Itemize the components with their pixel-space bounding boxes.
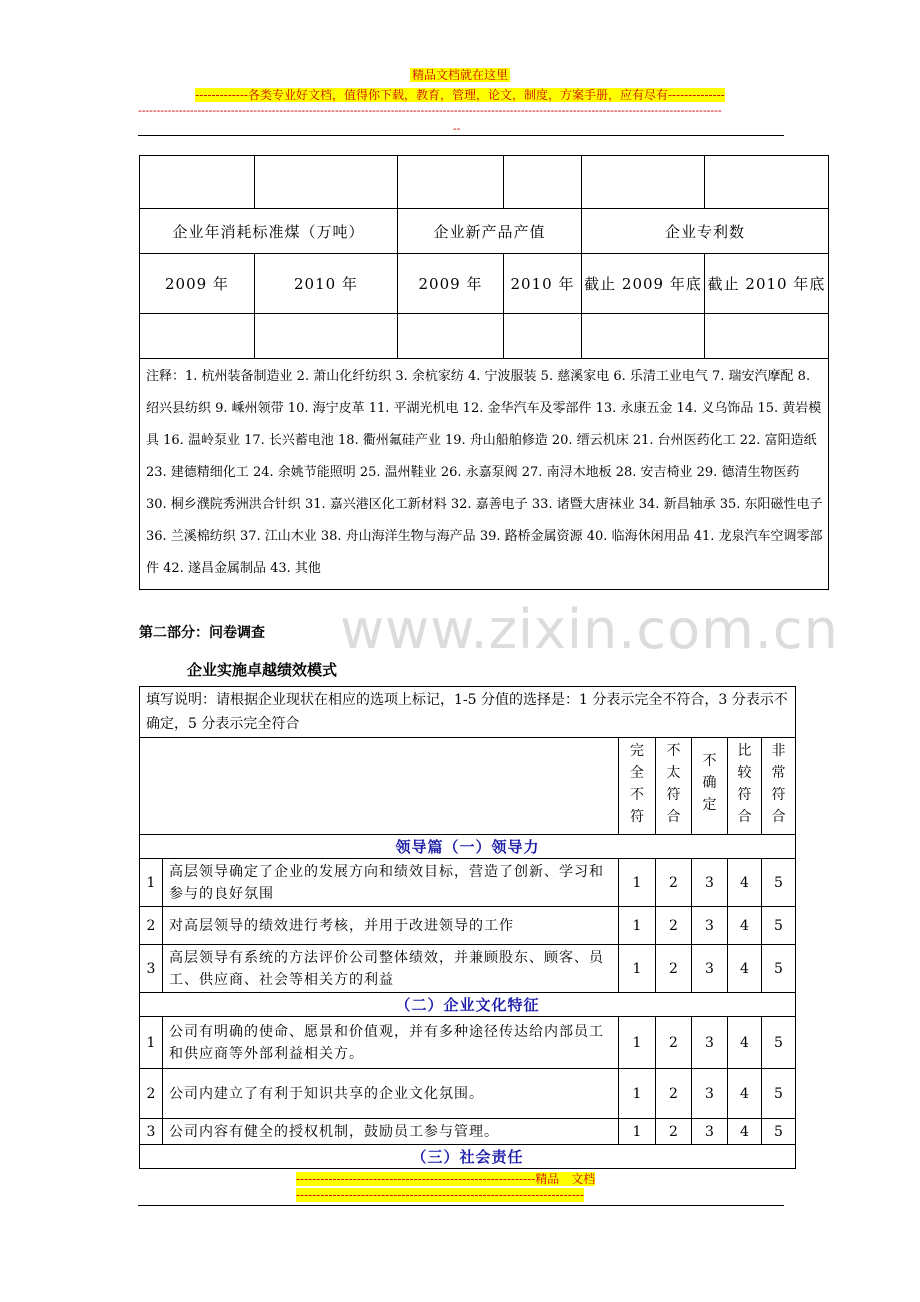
score-option[interactable]: 5 (762, 1017, 796, 1069)
instruction-row (140, 687, 796, 738)
new-product-value-header: 企业新产品产值 (398, 209, 582, 254)
question-row (140, 1069, 796, 1119)
score-option[interactable]: 4 (728, 1069, 762, 1119)
input-cell[interactable] (582, 314, 705, 359)
blank-header (140, 738, 619, 835)
input-cell[interactable] (582, 156, 705, 209)
header-banner-slogan: -------------各类专业好文档，值得你下载，教育，管理，论文，制度，方案手册，应有尽有-------------- (195, 88, 725, 102)
question-number: 1 (140, 1017, 163, 1069)
section-title: （二）企业文化特征 (140, 993, 796, 1017)
column-header: 不太符合 (656, 738, 692, 835)
question-number: 2 (140, 907, 163, 945)
footer-divider (138, 1205, 784, 1206)
question-text: 公司有明确的使命、愿景和价值观，并有多种途径传达给内部员工和供应商等外部利益相关方。 (163, 1017, 619, 1069)
year-header: 截止 2009 年底 (582, 254, 705, 314)
section-row (140, 835, 796, 859)
score-option[interactable]: 2 (656, 1017, 692, 1069)
question-row (140, 1017, 796, 1069)
score-option[interactable]: 5 (762, 907, 796, 945)
input-cell[interactable] (705, 314, 829, 359)
score-option[interactable]: 2 (656, 1069, 692, 1119)
header-row (140, 209, 829, 254)
note-row (140, 359, 829, 590)
score-option[interactable]: 4 (728, 1119, 762, 1145)
score-option[interactable]: 1 (619, 1119, 656, 1145)
score-option[interactable]: 3 (692, 1017, 728, 1069)
section-row (140, 1145, 796, 1169)
year-header: 2009 年 (398, 254, 504, 314)
blank-row (140, 156, 829, 209)
score-option[interactable]: 4 (728, 945, 762, 993)
year-header: 2010 年 (255, 254, 398, 314)
header-banner-title: 精品文档就在这里 (411, 68, 508, 82)
question-number: 3 (140, 945, 163, 993)
instructions: 填写说明：请根据企业现状在相应的选项上标记，1-5 分值的选择是：1 分表示完全不符合，3 分表示不确定，5 分表示完全符合 (140, 687, 796, 738)
industry-note: 注释：1. 杭州装备制造业 2. 萧山化纤纺织 3. 余杭家纺 4. 宁波服装 5. 慈溪家电 6. 乐清工业电气 7. 瑞安汽摩配 8. 绍兴县纺织 9. 嵊州领带 10. 海宁皮革 11. 平湖光机电 12. 金华汽车及零部件 13. 永康五金 14. 义乌饰品 15. 黄岩模具 16. 温岭泵业 17. 长兴蓄电池 18. 衢州氟硅产业 19. 舟山船舶修造 20. 缙云机床 21. 台州医药化工 22. 富阳造纸 23. 建德精细化工 24. 余姚节能照明 25. 温州鞋业 26. 永嘉泵阀 27. 南浔木地板 28. 安吉椅业 29. 德清生物医药 30. 桐乡濮院秀洲洪合针织 31. 嘉兴港区化工新材料 32. 嘉善电子 33. 诸暨大唐袜业 34. 新昌轴承 35. 东阳磁性电子 36. 兰溪棉纺织 37. 江山木业 38. 舟山海洋生物与海产品 39. 路桥金属资源 40. 临海休闲用品 41. 龙泉汽车空调零部件 42. 遂昌金属制品 43. 其他 (140, 359, 829, 590)
score-option[interactable]: 2 (656, 859, 692, 907)
question-number: 1 (140, 859, 163, 907)
input-cell[interactable] (504, 314, 582, 359)
question-number: 2 (140, 1069, 163, 1119)
footer-banner-dashes: ----------------------------------------------------------------------- (296, 1188, 584, 1202)
score-option[interactable]: 3 (692, 907, 728, 945)
question-row (140, 1119, 796, 1145)
header-divider (138, 135, 784, 136)
score-option[interactable]: 3 (692, 1069, 728, 1119)
year-header: 截止 2010 年底 (705, 254, 829, 314)
subheader-row (140, 254, 829, 314)
score-option[interactable]: 3 (692, 945, 728, 993)
question-row (140, 945, 796, 993)
column-header: 非常符合 (762, 738, 796, 835)
score-option[interactable]: 2 (656, 945, 692, 993)
coal-consumption-header: 企业年消耗标准煤（万吨） (140, 209, 398, 254)
enterprise-data-table (139, 155, 829, 590)
score-option[interactable]: 2 (656, 907, 692, 945)
score-option[interactable]: 3 (692, 859, 728, 907)
score-option[interactable]: 3 (692, 1119, 728, 1145)
input-cell[interactable] (398, 156, 504, 209)
score-option[interactable]: 1 (619, 859, 656, 907)
section-row (140, 993, 796, 1017)
input-cell[interactable] (398, 314, 504, 359)
score-option[interactable]: 1 (619, 1069, 656, 1119)
header-dashed-tail: -- (453, 122, 461, 135)
score-option[interactable]: 1 (619, 1017, 656, 1069)
score-option[interactable]: 5 (762, 1069, 796, 1119)
patent-count-header: 企业专利数 (582, 209, 829, 254)
question-text: 高层领导确定了企业的发展方向和绩效目标，营造了创新、学习和参与的良好氛围 (163, 859, 619, 907)
question-text: 公司内建立了有利于知识共享的企业文化氛围。 (163, 1069, 619, 1119)
input-cell[interactable] (255, 156, 398, 209)
question-text: 公司内容有健全的授权机制，鼓励员工参与管理。 (163, 1119, 619, 1145)
question-text: 对高层领导的绩效进行考核，并用于改进领导的工作 (163, 907, 619, 945)
input-cell[interactable] (140, 156, 255, 209)
section-title: 领导篇（一）领导力 (140, 835, 796, 859)
score-option[interactable]: 1 (619, 945, 656, 993)
score-option[interactable]: 2 (656, 1119, 692, 1145)
score-option[interactable]: 5 (762, 945, 796, 993)
question-number: 3 (140, 1119, 163, 1145)
part-two-title: 第二部分：问卷调查 (139, 625, 265, 641)
input-cell[interactable] (140, 314, 255, 359)
question-row (140, 859, 796, 907)
score-option[interactable]: 5 (762, 1119, 796, 1145)
input-cell[interactable] (255, 314, 398, 359)
blank-row (140, 314, 829, 359)
section-title: （三）社会责任 (140, 1145, 796, 1169)
column-header: 不确定 (692, 738, 728, 835)
input-cell[interactable] (705, 156, 829, 209)
footer-banner-line: -----------------------------------------------------------精品 文档 (296, 1172, 596, 1186)
survey-table (139, 686, 796, 1169)
header-dashed-line: ------------------------------------------------------------------------------------------------------------------------------------------------------------- (138, 104, 722, 117)
score-option[interactable]: 4 (728, 907, 762, 945)
score-option[interactable]: 5 (762, 859, 796, 907)
score-option[interactable]: 4 (728, 859, 762, 907)
question-row (140, 907, 796, 945)
column-header-row (140, 738, 796, 835)
score-option[interactable]: 1 (619, 907, 656, 945)
survey-subtitle: 企业实施卓越绩效模式 (187, 661, 338, 679)
year-header: 2010 年 (504, 254, 582, 314)
year-header: 2009 年 (140, 254, 255, 314)
column-header: 比较符合 (728, 738, 762, 835)
score-option[interactable]: 4 (728, 1017, 762, 1069)
watermark: www.zixin.com.cn (340, 598, 839, 661)
column-header: 完全不符 (619, 738, 656, 835)
question-text: 高层领导有系统的方法评价公司整体绩效，并兼顾股东、顾客、员工、供应商、社会等相关方的利益 (163, 945, 619, 993)
input-cell[interactable] (504, 156, 582, 209)
